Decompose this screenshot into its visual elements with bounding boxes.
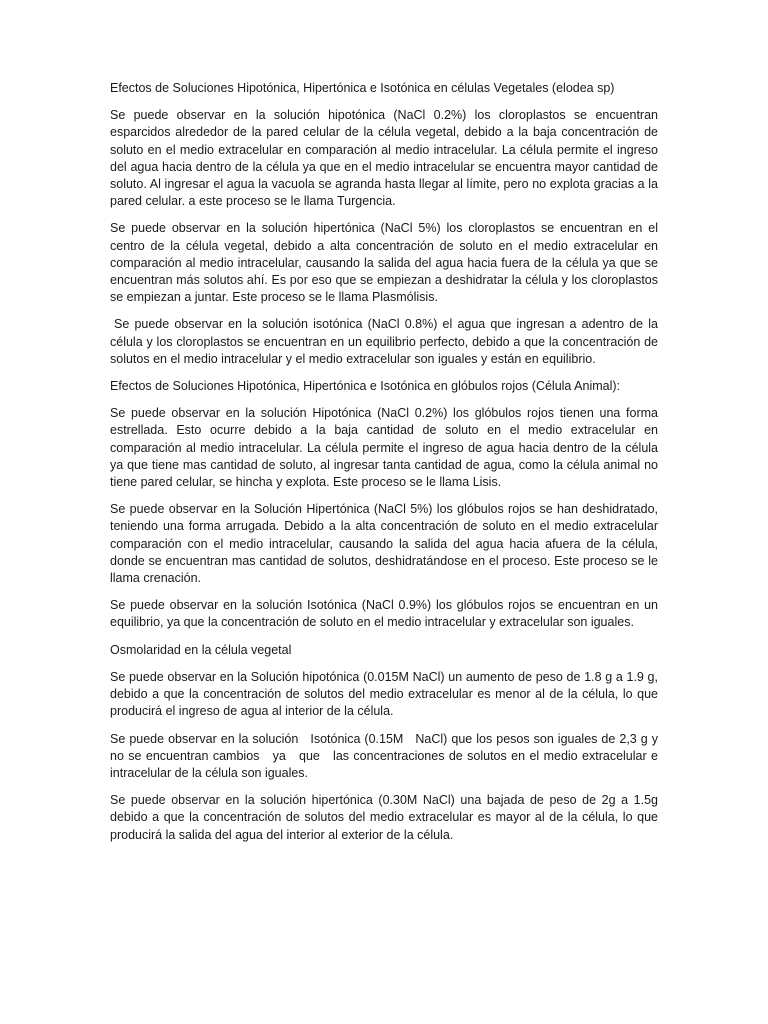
paragraph-osmolarity-hypertonic: Se puede observar en la solución hipertónica (0.30M NaCl) una bajada de peso de 2g a 1.5g debido a que la concentración de solutos del medio extracelular es mayor al de la célula, lo que producirá la salida del agua del interior al exterior de la célula. [110, 793, 658, 842]
section-heading-red-blood-cells: Efectos de Soluciones Hipotónica, Hipertónica e Isotónica en glóbulos rojos (Célula Animal): [110, 379, 621, 394]
paragraph-plant-hypertonic: Se puede observar en la solución hipertónica (NaCl 5%) los cloroplastos se encuentran en el centro de la célula vegetal, debido a alta concentración de soluto en el medio extracelular en comparación al medio intracelular, causando la salida del agua hacia fuera de la célula ya que se encuentran más solutos ahí. Es por eso que se empiezan a deshidratar la célula y los cloroplastos se empiezan a juntar. Este proceso se le llama Plasmólisis. [110, 221, 658, 305]
paragraph-plant-isotonic: Se puede observar en la solución isotónica (NaCl 0.8%) el agua que ingresan a adentro de la célula y los cloroplastos se encuentran en un equilibrio perfecto, debido a que la concentración de solutos en el medio intracelular y el medio extracelular son iguales y están en equilibrio. [110, 317, 658, 366]
paragraph-plant-hypotonic: Se puede observar en la solución hipotónica (NaCl 0.2%) los cloroplastos se encuentran esparcidos alrededor de la pared celular de la célula vegetal, debido a la baja concentración de soluto en el medio extracelular en comparación al medio intracelular. La célula permite el ingreso del agua hacia dentro de la célula ya que en el medio intracelular se encuentra mayor cantidad de soluto. Al ingresar el agua la vacuola se agranda hasta llegar al límite, pero no explota gracias a la pared celular. a este proceso se le llama Turgencia. [110, 108, 658, 209]
section-heading-plant-cells: Efectos de Soluciones Hipotónica, Hipertónica e Isotónica en células Vegetales (elodea sp) [110, 81, 615, 95]
paragraph-osmolarity-hypotonic: Se puede observar en la Solución hipotónica (0.015M NaCl) un aumento de peso de 1.8 g a 1.9 g, debido a que la concentración de solutos del medio extracelular es menor al de la célula, lo que producirá el ingreso de agua al interior de la célula. [110, 669, 658, 719]
paragraph-rbc-isotonic: Se puede observar en la solución Isotónica (NaCl 0.9%) los glóbulos rojos se encuentran en un equilibrio, ya que la concentración de soluto en el medio intracelular y extracelular son iguales. [110, 598, 658, 630]
section-heading-osmolarity: Osmolaridad en la célula vegetal [110, 642, 292, 657]
paragraph-rbc-hypertonic: Se puede observar en la Solución Hipertónica (NaCl 5%) los glóbulos rojos se han deshidratado, teniendo una forma arrugada. Debido a la alta concentración de soluto en el medio extracelular comparación con el medio intracelular, causando la salida del agua hacia afuera de la célula, donde se encuentran mas cantidad de solutos, deshidratándose en el proceso. Este proceso se le llama crenación. [110, 502, 658, 586]
paragraph-osmolarity-isotonic: Se puede observar en la solución Isotónica (0.15M NaCl) que los pesos son iguales de 2,3 g y no se encuentran cambios ya que las concentraciones de solutos en el medio extracelular e intracelular de la célula son iguales. [110, 731, 662, 780]
paragraph-rbc-hypotonic: Se puede observar en la solución Hipotónica (NaCl 0.2%) los glóbulos rojos tienen una forma estrellada. Esto ocurre debido a la baja cantidad de soluto en el medio extracelular en comparación al medio intracelular. La célula permite el ingreso de agua hacia dentro de la célula ya que tiene mas cantidad de soluto, al ingresar tanta cantidad de agua, como la célula animal no tiene pared celular, se hincha y explota. Este proceso se le llama Lisis. [110, 406, 658, 490]
